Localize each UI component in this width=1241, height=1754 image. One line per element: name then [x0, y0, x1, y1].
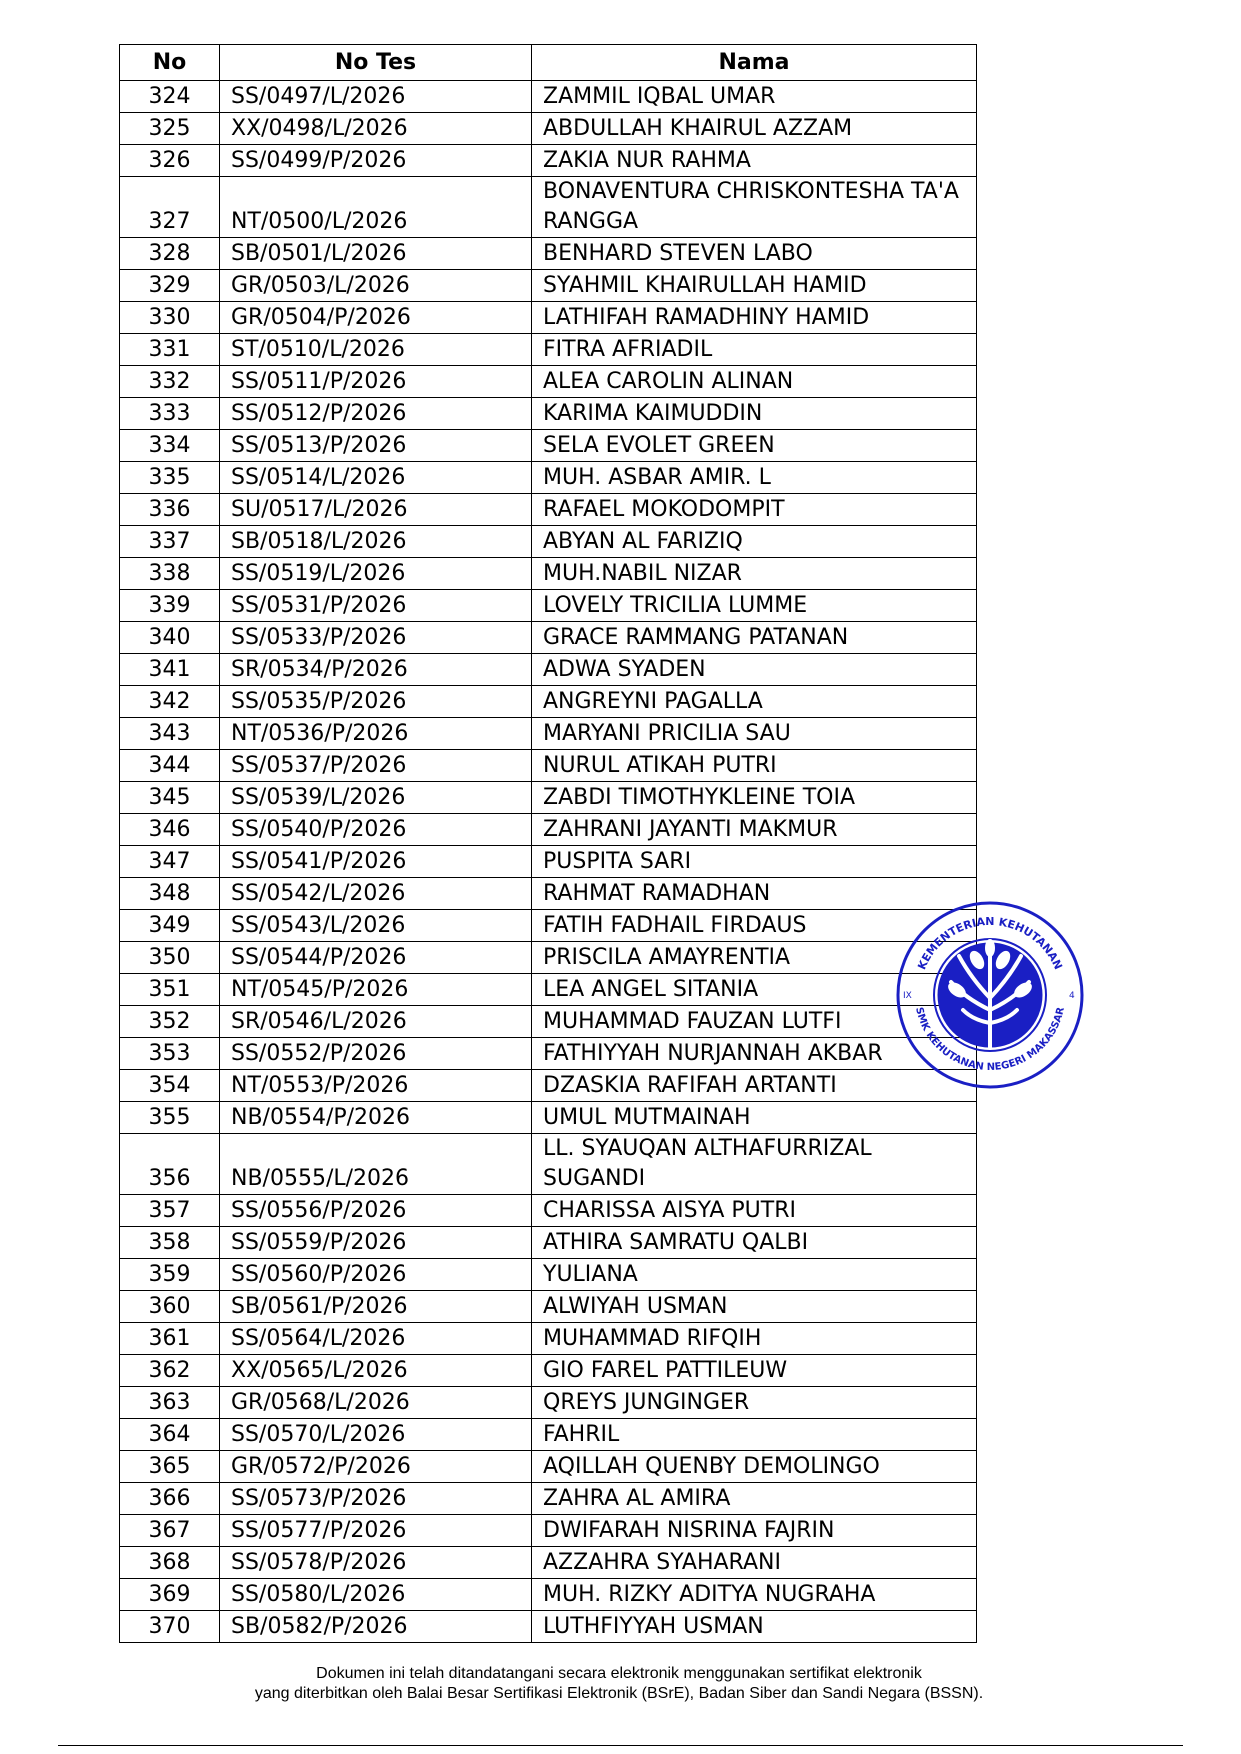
table-row [120, 1259, 977, 1291]
cell-nama: LATHIFAH RAMADHINY HAMID [532, 302, 977, 334]
header-no: No [120, 45, 220, 81]
cell-nama: CHARISSA AISYA PUTRI [532, 1195, 977, 1227]
cell-nama: LL. SYAUQAN ALTHAFURRIZAL SUGANDI [532, 1134, 977, 1195]
cell-nama: LUTHFIYYAH USMAN [532, 1611, 977, 1643]
cell-nama: MUH.NABIL NIZAR [532, 558, 977, 590]
cell-no-tes: SS/0541/P/2026 [220, 846, 532, 878]
cell-no: 324 [120, 81, 220, 113]
cell-no: 343 [120, 718, 220, 750]
table-row [120, 942, 977, 974]
table-row [120, 270, 977, 302]
cell-no-tes: NT/0500/L/2026 [220, 177, 532, 238]
seal-top-text: KEMENTERIAN KEHUTANAN [915, 914, 1065, 972]
table-row [120, 1515, 977, 1547]
cell-no-tes: SS/0535/P/2026 [220, 686, 532, 718]
cell-nama: UMUL MUTMAINAH [532, 1102, 977, 1134]
cell-no: 347 [120, 846, 220, 878]
cell-no: 352 [120, 1006, 220, 1038]
cell-no: 364 [120, 1419, 220, 1451]
cell-no-tes: SS/0513/P/2026 [220, 430, 532, 462]
table-row [120, 1547, 977, 1579]
table-row [120, 1419, 977, 1451]
cell-no: 366 [120, 1483, 220, 1515]
cell-nama: RAFAEL MOKODOMPIT [532, 494, 977, 526]
header-no-tes: No Tes [220, 45, 532, 81]
cell-no-tes: GR/0503/L/2026 [220, 270, 532, 302]
table-row [120, 814, 977, 846]
cell-nama: PUSPITA SARI [532, 846, 977, 878]
cell-nama: ADWA SYADEN [532, 654, 977, 686]
table-row [120, 846, 977, 878]
cell-nama: ZAMMIL IQBAL UMAR [532, 81, 977, 113]
table-row [120, 526, 977, 558]
cell-no-tes: SB/0501/L/2026 [220, 238, 532, 270]
table-row [120, 1134, 977, 1195]
cell-no: 361 [120, 1323, 220, 1355]
cell-no: 342 [120, 686, 220, 718]
cell-no: 346 [120, 814, 220, 846]
cell-nama: AZZAHRA SYAHARANI [532, 1547, 977, 1579]
cell-nama: ZAHRA AL AMIRA [532, 1483, 977, 1515]
table-row [120, 1355, 977, 1387]
cell-no: 359 [120, 1259, 220, 1291]
cell-nama: DZASKIA RAFIFAH ARTANTI [532, 1070, 977, 1102]
table-row [120, 81, 977, 113]
seal-right-mark: 4 [1069, 991, 1075, 1001]
cell-no-tes: SS/0559/P/2026 [220, 1227, 532, 1259]
cell-no-tes: ST/0510/L/2026 [220, 334, 532, 366]
table-row [120, 1483, 977, 1515]
page-bottom-rule [58, 1745, 1183, 1746]
cell-no-tes: SS/0577/P/2026 [220, 1515, 532, 1547]
cell-nama: MUH. ASBAR AMIR. L [532, 462, 977, 494]
cell-no-tes: SS/0539/L/2026 [220, 782, 532, 814]
cell-no-tes: SR/0546/L/2026 [220, 1006, 532, 1038]
cell-no: 350 [120, 942, 220, 974]
cell-no-tes: SS/0499/P/2026 [220, 145, 532, 177]
cell-nama: ALEA CAROLIN ALINAN [532, 366, 977, 398]
table-row [120, 1291, 977, 1323]
table-row [120, 1611, 977, 1643]
table-row [120, 1070, 977, 1102]
table-row [120, 1102, 977, 1134]
cell-nama: SYAHMIL KHAIRULLAH HAMID [532, 270, 977, 302]
cell-no: 370 [120, 1611, 220, 1643]
cell-no-tes: NT/0553/P/2026 [220, 1070, 532, 1102]
cell-nama: BONAVENTURA CHRISKONTESHA TA'A RANGGA [532, 177, 977, 238]
cell-nama: DWIFARAH NISRINA FAJRIN [532, 1515, 977, 1547]
cell-no-tes: SS/0542/L/2026 [220, 878, 532, 910]
notice-line-2: yang diterbitkan oleh Balai Besar Sertifikasi Elektronik (BSrE), Badan Siber dan Sandi Negara (BSSN). [254, 1685, 984, 1702]
table-row [120, 1227, 977, 1259]
table-row [120, 590, 977, 622]
cell-no: 354 [120, 1070, 220, 1102]
table-header-row [120, 45, 977, 81]
cell-no: 353 [120, 1038, 220, 1070]
cell-no-tes: SR/0534/P/2026 [220, 654, 532, 686]
header-nama: Nama [532, 45, 977, 81]
table-row [120, 686, 977, 718]
cell-nama: FATIH FADHAIL FIRDAUS [532, 910, 977, 942]
cell-no-tes: SS/0552/P/2026 [220, 1038, 532, 1070]
cell-no: 362 [120, 1355, 220, 1387]
cell-nama: ZAHRANI JAYANTI MAKMUR [532, 814, 977, 846]
cell-no: 349 [120, 910, 220, 942]
cell-no-tes: SS/0540/P/2026 [220, 814, 532, 846]
cell-no: 360 [120, 1291, 220, 1323]
cell-no-tes: SS/0578/P/2026 [220, 1547, 532, 1579]
table-row [120, 1451, 977, 1483]
cell-nama: YULIANA [532, 1259, 977, 1291]
cell-no-tes: SS/0564/L/2026 [220, 1323, 532, 1355]
cell-no: 331 [120, 334, 220, 366]
cell-no: 367 [120, 1515, 220, 1547]
cell-nama: ANGREYNI PAGALLA [532, 686, 977, 718]
table-body [120, 81, 977, 1643]
cell-no: 356 [120, 1134, 220, 1195]
table-row [120, 1387, 977, 1419]
cell-nama: ALWIYAH USMAN [532, 1291, 977, 1323]
table-row [120, 878, 977, 910]
cell-no-tes: NB/0555/L/2026 [220, 1134, 532, 1195]
table-row [120, 366, 977, 398]
cell-no: 336 [120, 494, 220, 526]
table-row [120, 750, 977, 782]
table-row [120, 1006, 977, 1038]
cell-nama: KARIMA KAIMUDDIN [532, 398, 977, 430]
table-row [120, 430, 977, 462]
table-row [120, 398, 977, 430]
cell-no: 345 [120, 782, 220, 814]
table-row [120, 558, 977, 590]
table-row [120, 1323, 977, 1355]
cell-no: 363 [120, 1387, 220, 1419]
cell-nama: ZABDI TIMOTHYKLEINE TOIA [532, 782, 977, 814]
cell-no-tes: GR/0568/L/2026 [220, 1387, 532, 1419]
cell-no: 340 [120, 622, 220, 654]
school-seal-stamp [893, 898, 1087, 1092]
cell-no: 337 [120, 526, 220, 558]
cell-no: 355 [120, 1102, 220, 1134]
cell-no-tes: SS/0511/P/2026 [220, 366, 532, 398]
cell-no-tes: SS/0497/L/2026 [220, 81, 532, 113]
cell-no-tes: NT/0545/P/2026 [220, 974, 532, 1006]
table-row [120, 302, 977, 334]
table-row [120, 1195, 977, 1227]
cell-nama: MUH. RIZKY ADITYA NUGRAHA [532, 1579, 977, 1611]
table-row [120, 910, 977, 942]
cell-nama: SELA EVOLET GREEN [532, 430, 977, 462]
table-row [120, 1579, 977, 1611]
cell-nama: ABYAN AL FARIZIQ [532, 526, 977, 558]
table-row [120, 974, 977, 1006]
seal-bottom-text: SMK KEHUTANAN NEGERI MAKASSAR [913, 1006, 1067, 1074]
table-row [120, 494, 977, 526]
cell-nama: MUHAMMAD FAUZAN LUTFI [532, 1006, 977, 1038]
cell-nama: GIO FAREL PATTILEUW [532, 1355, 977, 1387]
cell-no: 325 [120, 113, 220, 145]
cell-no: 330 [120, 302, 220, 334]
table-row [120, 334, 977, 366]
table-row [120, 654, 977, 686]
cell-no: 329 [120, 270, 220, 302]
cell-no: 357 [120, 1195, 220, 1227]
cell-no-tes: NB/0554/P/2026 [220, 1102, 532, 1134]
cell-nama: AQILLAH QUENBY DEMOLINGO [532, 1451, 977, 1483]
cell-no: 351 [120, 974, 220, 1006]
table-row [120, 622, 977, 654]
cell-no: 333 [120, 398, 220, 430]
cell-no-tes: SS/0570/L/2026 [220, 1419, 532, 1451]
cell-nama: LOVELY TRICILIA LUMME [532, 590, 977, 622]
cell-no-tes: XX/0565/L/2026 [220, 1355, 532, 1387]
cell-nama: FATHIYYAH NURJANNAH AKBAR [532, 1038, 977, 1070]
cell-no-tes: SU/0517/L/2026 [220, 494, 532, 526]
cell-nama: LEA ANGEL SITANIA [532, 974, 977, 1006]
cell-no-tes: SS/0560/P/2026 [220, 1259, 532, 1291]
cell-no: 368 [120, 1547, 220, 1579]
table-row [120, 238, 977, 270]
cell-no: 338 [120, 558, 220, 590]
cell-nama: RAHMAT RAMADHAN [532, 878, 977, 910]
cell-nama: FITRA AFRIADIL [532, 334, 977, 366]
cell-no-tes: SB/0518/L/2026 [220, 526, 532, 558]
cell-no-tes: GR/0504/P/2026 [220, 302, 532, 334]
cell-no: 341 [120, 654, 220, 686]
cell-no-tes: SS/0514/L/2026 [220, 462, 532, 494]
cell-no: 358 [120, 1227, 220, 1259]
table-row [120, 1038, 977, 1070]
notice-line-1: Dokumen ini telah ditandatangani secara elektronik menggunakan sertifikat elektronik [316, 1665, 922, 1682]
cell-nama: ATHIRA SAMRATU QALBI [532, 1227, 977, 1259]
cell-no-tes: GR/0572/P/2026 [220, 1451, 532, 1483]
cell-no-tes: SS/0556/P/2026 [220, 1195, 532, 1227]
table-row [120, 462, 977, 494]
seal-left-mark: IX [903, 991, 912, 1001]
cell-no-tes: SB/0561/P/2026 [220, 1291, 532, 1323]
cell-no-tes: XX/0498/L/2026 [220, 113, 532, 145]
cell-no: 339 [120, 590, 220, 622]
cell-no: 326 [120, 145, 220, 177]
cell-no-tes: SS/0543/L/2026 [220, 910, 532, 942]
cell-no-tes: NT/0536/P/2026 [220, 718, 532, 750]
cell-nama: QREYS JUNGINGER [532, 1387, 977, 1419]
cell-no: 365 [120, 1451, 220, 1483]
cell-nama: MUHAMMAD RIFQIH [532, 1323, 977, 1355]
cell-no-tes: SS/0580/L/2026 [220, 1579, 532, 1611]
participant-table [119, 44, 977, 1643]
cell-no: 328 [120, 238, 220, 270]
cell-nama: ZAKIA NUR RAHMA [532, 145, 977, 177]
cell-nama: FAHRIL [532, 1419, 977, 1451]
table-row [120, 177, 977, 238]
cell-no: 335 [120, 462, 220, 494]
cell-no-tes: SS/0537/P/2026 [220, 750, 532, 782]
cell-nama: MARYANI PRICILIA SAU [532, 718, 977, 750]
cell-no: 334 [120, 430, 220, 462]
table-row [120, 782, 977, 814]
cell-no-tes: SS/0533/P/2026 [220, 622, 532, 654]
cell-no: 369 [120, 1579, 220, 1611]
cell-no: 344 [120, 750, 220, 782]
table-row [120, 145, 977, 177]
cell-no-tes: SS/0544/P/2026 [220, 942, 532, 974]
cell-nama: GRACE RAMMANG PATANAN [532, 622, 977, 654]
cell-no: 348 [120, 878, 220, 910]
cell-no-tes: SS/0512/P/2026 [220, 398, 532, 430]
cell-no-tes: SS/0573/P/2026 [220, 1483, 532, 1515]
cell-no-tes: SB/0582/P/2026 [220, 1611, 532, 1643]
cell-no: 332 [120, 366, 220, 398]
cell-no-tes: SS/0531/P/2026 [220, 590, 532, 622]
cell-nama: BENHARD STEVEN LABO [532, 238, 977, 270]
cell-nama: NURUL ATIKAH PUTRI [532, 750, 977, 782]
cell-nama: PRISCILA AMAYRENTIA [532, 942, 977, 974]
table-row [120, 718, 977, 750]
cell-nama: ABDULLAH KHAIRUL AZZAM [532, 113, 977, 145]
cell-no-tes: SS/0519/L/2026 [220, 558, 532, 590]
cell-no: 327 [120, 177, 220, 238]
table-row [120, 113, 977, 145]
